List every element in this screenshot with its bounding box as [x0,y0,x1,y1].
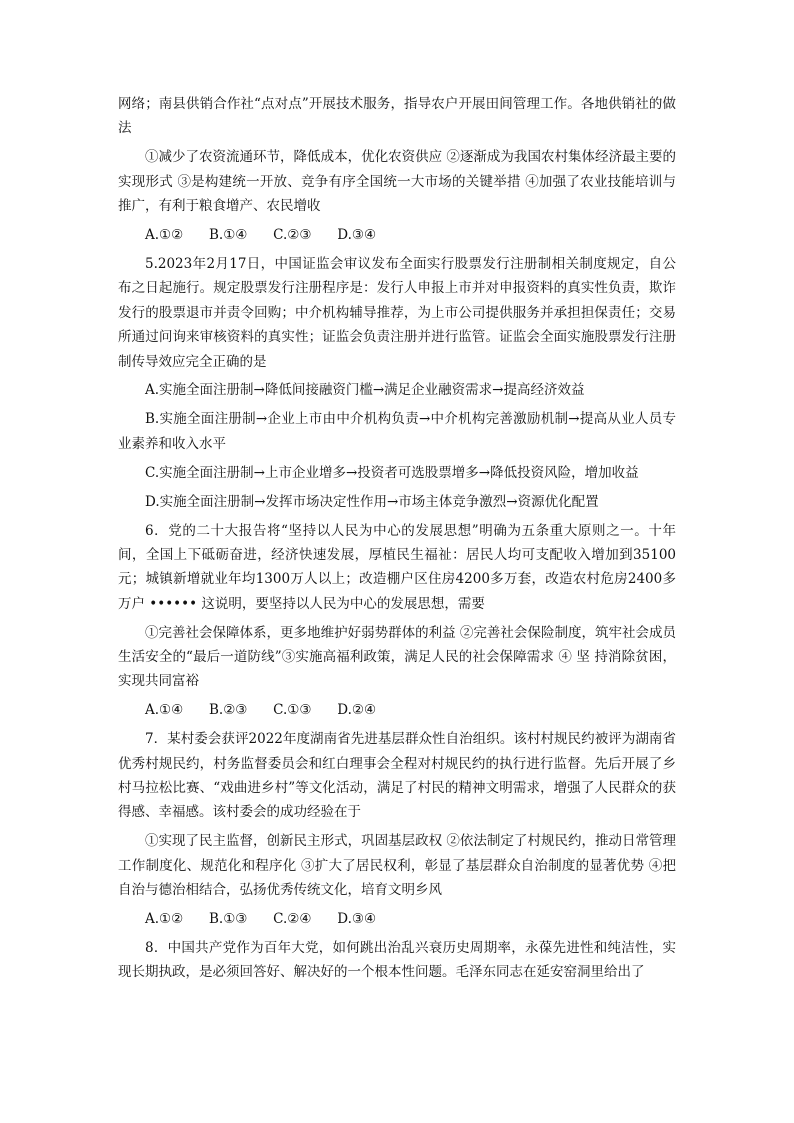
question-7-options: A.①② B.①③ C.②④ D.③④ [145,911,377,928]
question-5-stem: 5.2023年2月17日，中国证监会审议发布全面实行股票发行注册制相关制度规定，自公布之日起施行。规定股票发行注册程序是：发行人申报上市并对申报资料的真实性负责，欺诈发行的股票退市并责令回购；中介机构辅导推荐，为上市公司提供服务并承担担保责任；交易所通过问询来审核资料的真实性；证监会负责注册并进行监管。证监会全面实施股票发行注册制传导效应完全正确的是 [118,255,676,370]
intro-text: 网络；南县供销合作社“点对点”开展技术服务，指导农户开展田间管理工作。各地供销社的做法 [118,96,676,137]
question-5-option-b: B.实施全面注册制→企业上市由中介机构负责→中介机构完善激励机制→提高从业人员专业素养和收入水平 [118,411,676,452]
question-7-stem: 7．某村委会获评2022年度湖南省先进基层群众性自治组织。该村村规民约被评为湖南省优秀村规民约，村务监督委员会和红白理事会全程对村规民约的执行进行监督。先后开展了乡村马拉松比赛、“戏曲进乡村”等文化活动，满足了村民的精神文明需求，增强了人民群众的获得感、幸福感。该村委会的成功经验在于 [118,731,676,821]
question-5-option-d: D.实施全面注册制→发挥市场决定性作用→市场主体竞争激烈→资源优化配置 [145,493,599,510]
question-8-stem: 8．中国共产党作为百年大党，如何跳出治乱兴衰历史周期率，永葆先进性和纯洁性，实现长期执政，是必须回答好、解决好的一个根本性问题。毛泽东同志在延安窑洞里给出了 [118,940,676,981]
intro-statements: ①减少了农资流通环节，降低成本，优化农资供应 ②逐渐成为我国农村集体经济最主要的实现形式 ③是构建统一开放、竞争有序全国统一大市场的关键举措 ④加强了农业技能培训与推广，有利于粮食增产、农民增收 [118,149,676,215]
question-7-statements: ①实现了民主监督，创新民主形式，巩固基层政权 ②依法制定了村规民约，推动日常管理工作制度化、规范化和程序化 ③扩大了居民权利，彰显了基层群众自治制度的显著优势 ④把自治与德治相结合，弘扬优秀传统文化，培育文明乡风 [118,833,676,899]
question-6-options: A.①④ B.②③ C.①③ D.②④ [145,702,377,719]
question-6-statements: ①完善社会保障体系，更多地维护好弱势群体的利益 ②完善社会保险制度，筑牢社会成员生活安全的“最后一道防线”③实施高福利政策，满足人民的社会保障需求 ④ 坚 持消除贫困，实现共同富裕 [118,624,676,690]
question-5-option-c: C.实施全面注册制→上市企业增多→投资者可选股票增多→降低投资风险，增加收益 [145,464,639,481]
page-content [118,92,676,985]
question-5-option-a: A.实施全面注册制→降低间接融资门槛→满足企业融资需求→提高经济效益 [145,382,585,399]
intro-options: A.①② B.①④ C.②③ D.③④ [145,227,377,244]
question-6-stem: 6．党的二十大报告将“坚持以人民为中心的发展思想”明确为五条重大原则之一。十年间，全国上下砥砺奋进，经济快速发展，厚植民生福祉：居民人均可支配收入增加到35100元；城镇新增就业年均1300万人以上；改造棚户区住房4200多万套，改造农村危房2400多万户 •••••• 这说明，要坚持以人民为中心的发展思想，需要 [118,522,676,612]
